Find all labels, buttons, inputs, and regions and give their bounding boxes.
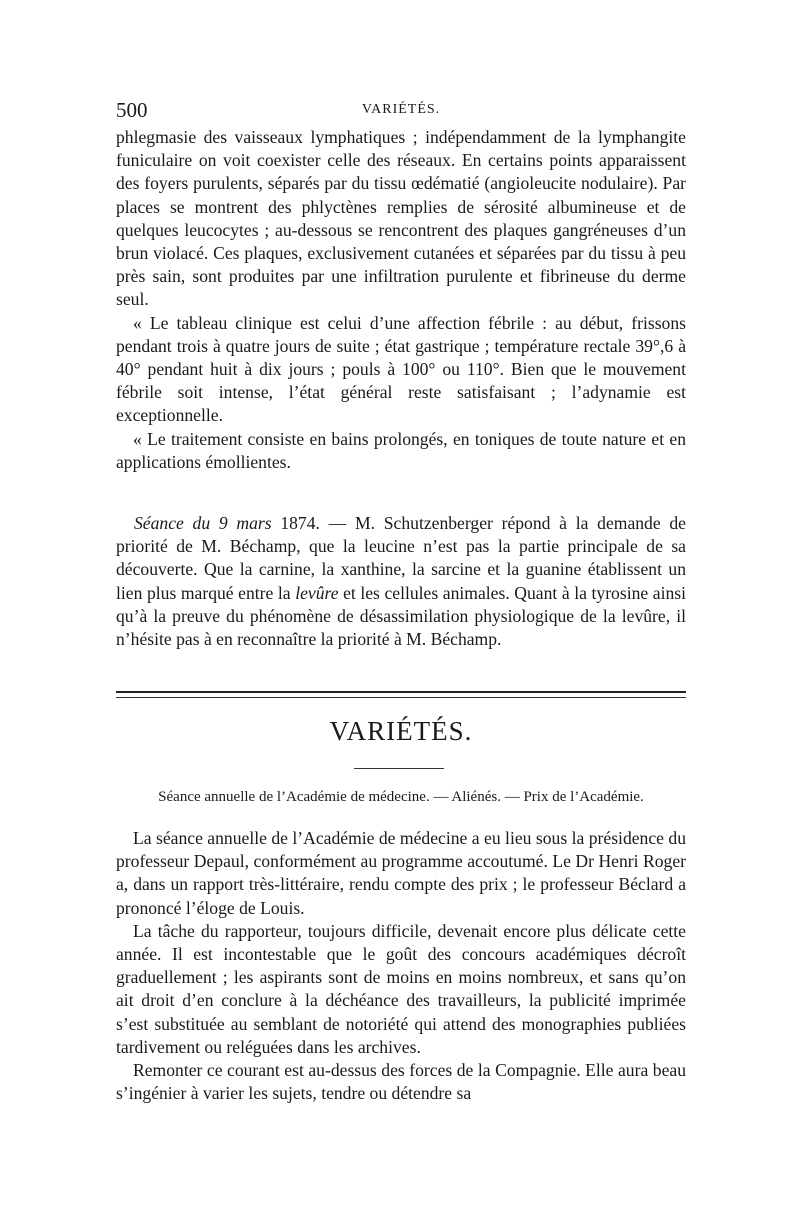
section-heading: VARIÉTÉS. [329, 716, 473, 746]
seance-text-end: et les cellules animales. Quant à la tyrosine ainsi qu’à la preuve du phénomène de désassimilation physiologique de la levûre, il n’hésite pas à en reconnaître la priorité à M. Béchamp. [116, 582, 686, 650]
paragraph-traitement: « Le traitement consiste en bains prolongés, en toniques de toute nature et en applications émollientes. [116, 428, 686, 472]
heading-underline [354, 768, 444, 769]
section-subheading: Séance annuelle de l’Académie de médecine. — Aliénés. — Prix de l’Académie. [158, 789, 644, 805]
paragraph-tableau-clinique: « Le tableau clinique est celui d’une affection fébrile : au début, frissons pendant trois à quatre jours de suite ; état gastrique ; température rectale 39°,6 à 40° pendant huit à dix jours ; pouls à 100° ou 110°. Bien que le mouvement fébrile soit intense, l’état général reste satisfaisant ; l’adynamie est exceptionnelle. [116, 312, 686, 426]
varietes-article [116, 827, 686, 1105]
running-title: VARIÉTÉS. [361, 102, 441, 117]
paragraph-tache-rapporteur: La tâche du rapporteur, toujours difficile, devenait encore plus délicate cette année. Il est incontestable que le goût des concours académiques décroît graduellement ; les aspirants sont de moins en moins nombreux, et sans qu’on ait droit d’en conclure à la déchéance des travailleurs, la publicité imprimée s’est substituée au semblant de notoriété qui attend des monographies publiées tardivement ou reléguées dans les archives. [116, 920, 686, 1057]
paragraph-phlegmasie: phlegmasie des vaisseaux lymphatiques ; indépendamment de la lymphangite funiculaire on voit coexister celle des réseaux. En certains points apparaissent des foyers purulents, séparés par du tissu œdématié (angioleucite nodulaire). Par places se montrent des phlyctènes remplies de sérosité albumineuse et de quelques leucocytes ; au-dessous se rencontrent des plaques gangréneuses d’un brun violacé. Ces plaques, exclusivement cutanées et séparées par du tissu à peu près sain, sont produites par une infiltration purulente et fibrineuse du derme seul. [116, 127, 686, 310]
paragraph-seance-annuelle: La séance annuelle de l’Académie de médecine a eu lieu sous la présidence du professeur Depaul, conformément au programme accoutumé. Le Dr Henri Roger a, dans un rapport très-littéraire, rendu compte des prix ; le professeur Béclard a prononcé l’éloge de Louis. [116, 828, 686, 918]
paragraph-seance-9-mars [116, 512, 686, 651]
seance-text: 1874. — M. Schutzenberger répond à la demande de priorité de M. Béchamp, que la leucine n’est pas la partie principale de sa découverte. Que la carnine, la xanthine, la sarcine et la guanine établissent un lien plus marqué entre la [116, 513, 686, 603]
paragraph-remonter-courant: Remonter ce courant est au-dessus des forces de la Compagnie. Elle aura beau s’ingénier à varier les sujets, tendre ou détendre sa [116, 1060, 686, 1104]
running-header [116, 98, 686, 122]
divider-thin [116, 697, 686, 698]
italic-levure: levûre [295, 582, 339, 603]
page-number: 500 [116, 98, 148, 122]
divider-thick [116, 691, 686, 693]
seance-report [116, 512, 686, 651]
continued-article [116, 126, 686, 474]
seance-date-label: Séance du 9 mars [134, 513, 272, 533]
